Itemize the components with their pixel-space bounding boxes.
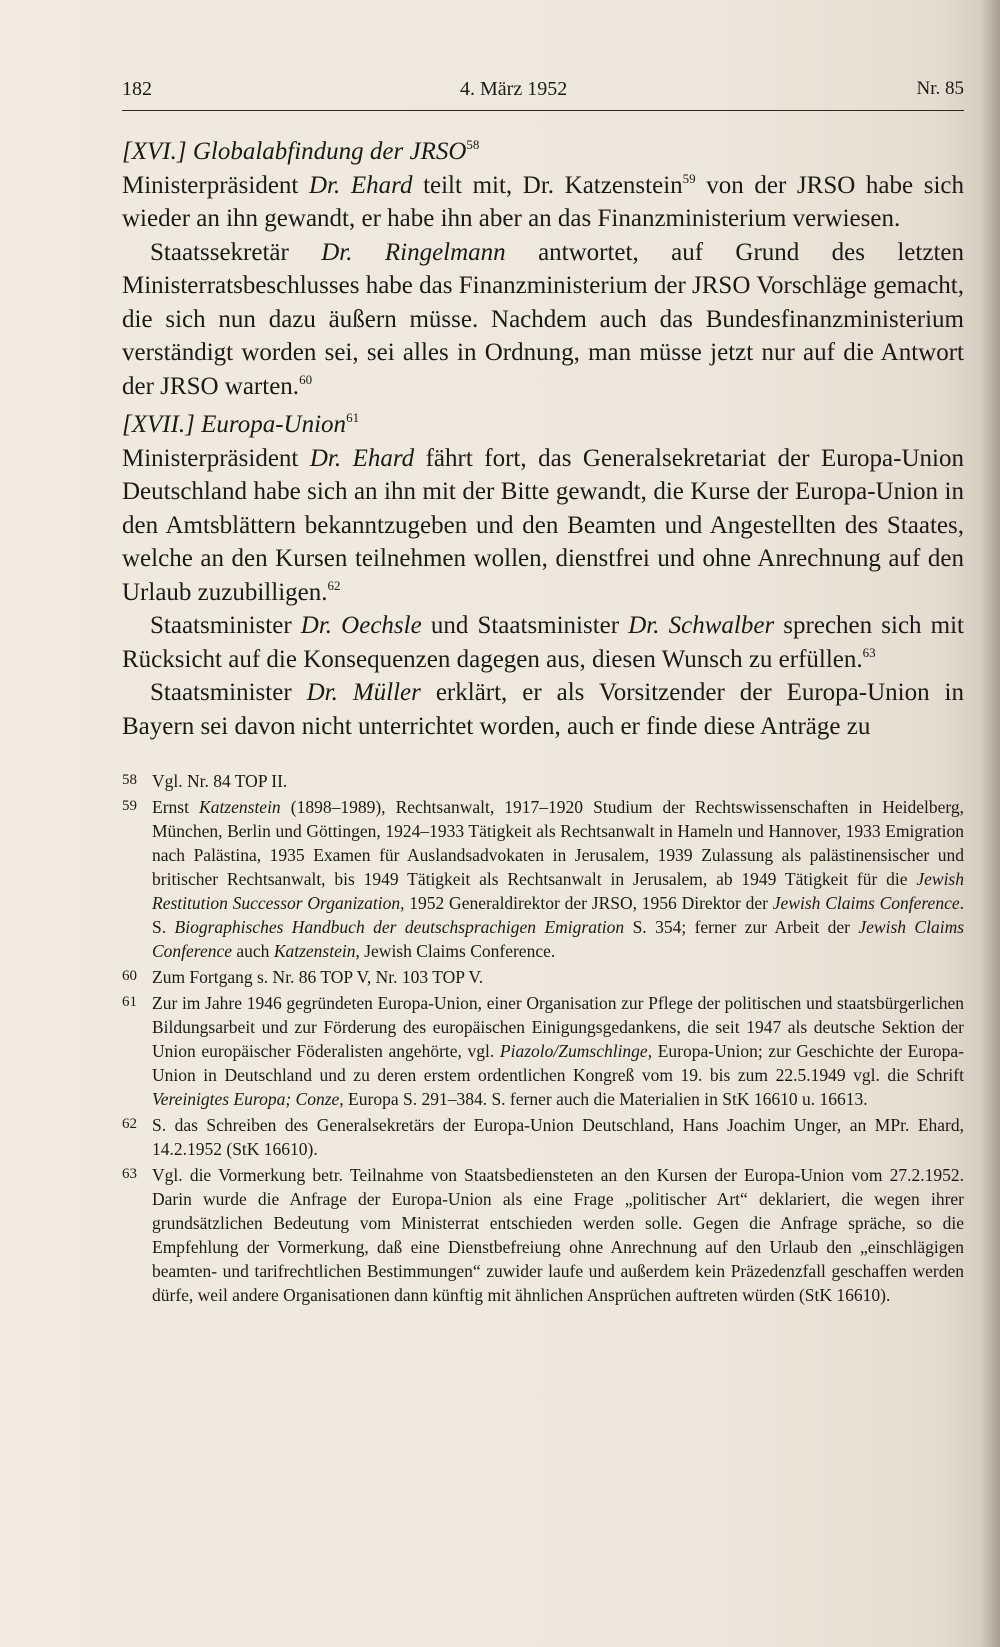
page-number: 182 [122,78,152,100]
section-title: Globalabfindung der JRSO [192,138,467,165]
speaker-name: Ehard [352,444,415,472]
organization-name: Jewish Claims Conference [152,917,965,961]
document-number: Nr. 85 [916,78,964,99]
footnote-63 [122,1163,964,1307]
footnote-61 [122,991,964,1111]
footnote-ref: 62 [327,577,341,593]
title-abbrev: Dr. [321,238,385,266]
footnote-59 [122,795,964,963]
text-run: Staatsminister [150,679,307,706]
footnote-number: 63 [122,1166,137,1182]
title-abbrev: Dr. [308,171,351,199]
text-run: , 1952 Generaldirektor der JRSO, 1956 Direktor der [400,893,773,913]
section-heading-xvi [122,135,964,169]
footnote-ref: 59 [682,170,696,186]
footnote-ref: 63 [862,644,876,660]
text-run: von der JRSO habe sich wieder an ihn gewandt, er habe ihn aber an das Finanzministerium verwiesen. [122,171,964,232]
footnote-ref: 58 [466,137,480,152]
speaker-name: Oechsle [341,612,422,639]
footnote-number: 62 [122,1116,137,1132]
reference-author: Katzenstein [273,941,356,961]
text-run: Ministerpräsident [122,444,310,472]
speaker-name: Müller [352,679,421,706]
footnote-ref: 60 [299,371,313,387]
section-heading-xvii [122,408,964,442]
page-edge-shadow [980,0,1000,1647]
running-header [122,76,964,111]
paragraph [122,442,964,610]
section-number: [XVI.] [122,138,187,165]
organization-name: Jewish Restitution Successor Organization [152,869,964,913]
text-run: , Jewish Claims Conference. [355,941,556,961]
reference-title: Vereinigtes Europa; Conze, [152,1089,344,1109]
text-run: sprechen sich mit Rücksicht auf die Konsequenzen dagegen aus, diesen Wunsch zu erfüllen. [122,612,964,673]
reference-author: Piazolo/Zumschlinge [499,1041,648,1061]
footnote-text: Zum Fortgang s. Nr. 86 TOP V, Nr. 103 TOP V. [152,967,484,987]
text-run: Zur im Jahre 1946 gegründeten Europa-Union, einer Organisation zur Pflege der politischen und staatsbürgerlichen Bildungsarbeit und zur Förderung des europäischen Einigungsgedankens, die seit 1947 als deutsche Sektion der Union europäischer Föderalisten angehörte, vgl. [152,993,964,1061]
footnotes [122,769,964,1307]
main-text [122,135,964,743]
speaker-name: Ringelmann [384,238,506,266]
paragraph [122,609,964,676]
text-run: , Europa-Union; zur Geschichte der Europa-Union in Deutschland und zu deren erstem ordentlichen Kongreß vom 19. bis zum 22.5.1949 vgl. die Schrift [152,1041,964,1085]
paragraph [122,169,964,236]
footnote-number: 60 [122,968,137,984]
text-run: Staatssekretär [150,238,322,266]
footnote-text: S. das Schreiben des Generalsekretärs der Europa-Union Deutschland, Hans Joachim Unger, an MPr. Ehard, 14.2.1952 (StK 16610). [152,1115,964,1159]
footnote-number: 59 [122,798,137,814]
section-number: [XVII.] [122,411,195,438]
text-run: . S. [152,893,964,937]
footnote-62 [122,1113,964,1161]
footnote-text: Vgl. Nr. 84 TOP II. [152,771,288,791]
text-run: S. 354; ferner zur Arbeit der [624,917,859,937]
text-run: erklärt, er als Vorsitzender der Europa-Union in Bayern sei davon nicht unterrichtet worden, auch er finde diese Anträge zu [122,679,964,740]
title-abbrev: Dr. [306,679,353,706]
text-run: teilt mit, Dr. Katzenstein [412,171,683,199]
footnote-60 [122,965,964,989]
footnote-58 [122,769,964,793]
text-run: antwortet, auf Grund des letzten Ministerratsbeschlusses habe das Finanzministerium der JRSO Vorschläge gemacht, die sich nun dazu äußern müsse. Nachdem auch das Bundesfinanzministerium verständigt worden sei, sei alles in Ordnung, man müsse jetzt nur auf die Antwort der JRSO warten. [122,238,964,400]
reference-title: Biographisches Handbuch der deutschsprachigen Emigration [174,917,625,937]
text-run: (1898–1989), Rechtsanwalt, 1917–1920 Studium der Rechtswissenschaften in Heidelberg, München, Berlin und Göttingen, 1924–1933 Tätigkeit als Rechtsanwalt in Hameln und Hannover, 1933 Emigration nach Palästina, 1935 Examen für Auslandsadvokaten in Jerusalem, 1939 Zulassung als palästinensischer und britischer Rechtsanwalt, bis 1949 Tätigkeit als Rechtsanwalt in Jerusalem, ab 1949 Tätigkeit für die [152,797,965,889]
text-run: fährt fort, das Generalsekretariat der Europa-Union Deutschland habe sich an ihn mit der Bitte gewandt, die Kurse der Europa-Union in den Amtsblättern bekanntzugeben und den Beamten und Angestellten des Staates, welche an den Kursen teilnehmen wollen, dienstfrei und ohne Anrechnung auf den Urlaub zuzubilligen. [122,444,964,606]
speaker-name: Schwalber [668,612,775,639]
section-title: Europa-Union [201,411,347,438]
text-run: auch [232,941,274,961]
title-abbrev: Dr. [309,444,353,472]
title-abbrev: Dr. [300,612,342,639]
person-name: Katzenstein [199,797,281,817]
footnote-text: Vgl. die Vormerkung betr. Teilnahme von Staatsbediensteten an den Kursen der Europa-Union vom 27.2.1952. Darin wurde die Anfrage der Europa-Union als eine Frage „politischer Art“ deklariert, die wegen ihrer grundsätzlichen Bedeutung vom Ministerrat entschieden werden solle. Gegen die Anfrage spräche, so die Empfehlung der Vormerkung, daß eine Dienstbefreiung ohne Anrechnung auf den Urlaub den „einschlägigen beamten- und tarifrechtlichen Bestimmungen“ zuwider laufe und außerdem kein Präzedenzfall geschaffen werden dürfe, weil andere Organisationen dann künftig mit ähnlichen Ansprüchen auftreten würden (StK 16610). [152,1165,964,1305]
text-run: Ernst [152,797,200,817]
text-run: und Staatsminister [421,612,629,639]
text-run: Ministerpräsident [122,171,309,199]
header-date: 4. März 1952 [460,78,568,100]
text-run: Staatsminister [150,612,301,639]
footnote-number: 58 [122,772,137,788]
text-run: Europa S. 291–384. S. ferner auch die Materialien in StK 16610 u. 16613. [343,1089,868,1109]
speaker-name: Ehard [350,171,413,199]
footnote-number: 61 [122,994,137,1010]
page-content [122,76,964,1309]
footnote-ref: 61 [346,410,360,425]
paragraph [122,236,964,404]
title-abbrev: Dr. [628,612,669,639]
paragraph [122,676,964,743]
organization-name: Jewish Claims Conference [772,893,960,913]
